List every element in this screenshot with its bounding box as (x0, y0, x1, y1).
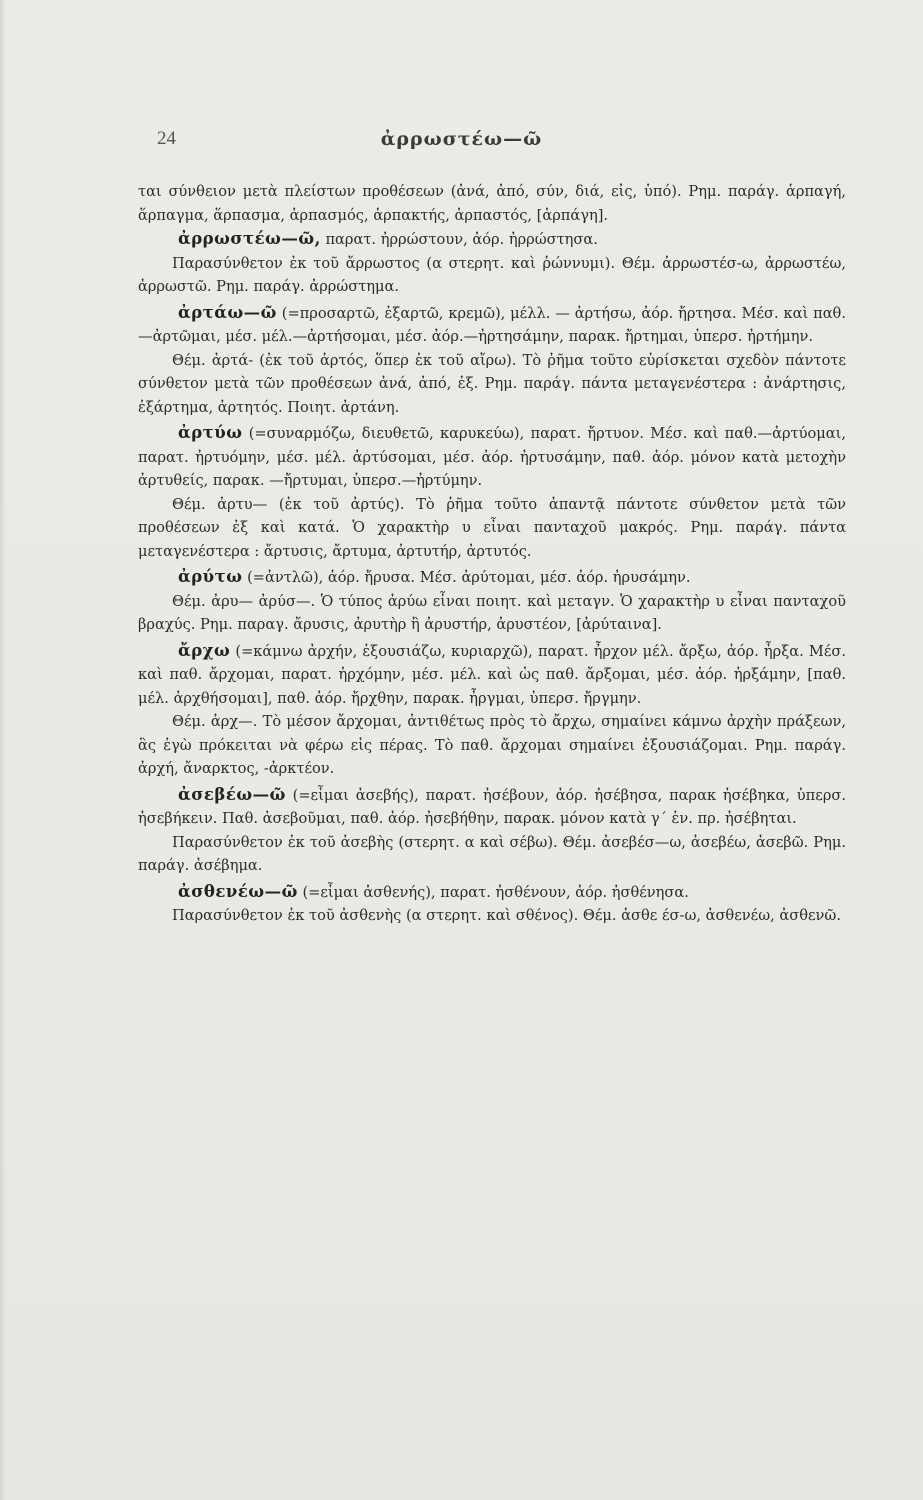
entry-head-text: (=συναρμόζω, διευθετῶ, καρυκεύω), παρατ. ἤρτυον. Μέσ. καὶ παθ.—ἀρτύομαι, παρατ. ἠρτυόμην, μέσ. μέλ. ἀρτύσομαι, μέσ. ἀόρ. ἠρτυσάμην, παθ. ἀόρ. μόνον κατὰ μετοχὴν ἀρτυθείς, παρακ. —ἤρτυμαι, ὑπερσ.—ἠρτύμην. (138, 425, 846, 489)
continuation-paragraph: ται σύνθειον μετὰ πλείστων προθέσεων (ἀνά, ἀπό, σύν, διά, εἰς, ὑπό). Ρημ. παράγ. ἁρπαγή, ἅρπαγμα, ἅρπασμα, ἁρπασμός, ἁρπακτής, ἁρπαστός, [ἁρπάγη]. (138, 183, 846, 224)
entry-lemma: ἀρύτω (178, 567, 243, 586)
entry-lemma: ἄρχω (178, 640, 231, 660)
entry-paragraph: Παρασύνθετον ἐκ τοῦ ἀσθενὴς (α στερητ. καὶ σθένος). Θέμ. ἀσθε έσ-ω, ἀσθενέω, ἀσθενῶ. (172, 907, 841, 924)
page-header (0, 128, 923, 158)
entry-head (138, 565, 846, 590)
entry-lemma: ἀσεβέω—ῶ (178, 784, 286, 804)
page-number: 24 (157, 128, 176, 149)
entry-arrosteo (138, 227, 846, 299)
entry-lemma: ἀρτύω (178, 423, 243, 442)
entry-head (138, 639, 846, 711)
entry-head (138, 880, 846, 905)
entry-head-text: παρατ. ἠρρώστουν, ἀόρ. ἠρρώστησα. (320, 231, 598, 248)
entry-paragraph: Θέμ. ἀρχ—. Τὸ μέσον ἄρχομαι, ἀντιθέτως πρὸς τὸ ἄρχω, σημαίνει κάμνω ἀρχὴν πράξεων, ἃς ἐγὼ πρόκειται νὰ φέρω εἰς πέρας. Τὸ παθ. ἄρχομαι σημαίνει ἐξουσιάζομαι. Ρημ. παράγ. ἀρχή, ἄναρκτος, -ἀρκτέον. (138, 713, 846, 777)
entry-asthenео (138, 880, 846, 928)
entry-archo (138, 639, 846, 781)
entry-head-text: (=προσαρτῶ, ἐξαρτῶ, κρεμῶ), μέλλ. — ἀρτήσω, ἀόρ. ἤρτησα. Μέσ. καὶ παθ. —ἀρτῶμαι, μέσ. μέλ.—ἀρτήσομαι, μέσ. ἀόρ.—ἠρτησάμην, παρακ. ἤρτημαι, ὑπερσ. ἠρτήμην. (138, 304, 846, 345)
entry-lemma: ἀρτάω—ῶ (178, 302, 277, 322)
entry-artao (138, 301, 846, 420)
entry-head (138, 783, 846, 831)
entry-artyo (138, 421, 846, 563)
entry-aryto (138, 565, 846, 637)
running-head: ἀρρωστέω—ῶ (380, 128, 543, 150)
entry-lemma: ἀρρωστέω—ῶ, (178, 229, 321, 248)
entry-asebeo (138, 783, 846, 878)
page-edge-shadow (0, 0, 6, 1500)
entry-paragraph: Παρασύνθετον ἐκ τοῦ ἄρρωστος (α στερητ. καὶ ῥώννυμι). Θέμ. ἀρρωστέσ-ω, ἀρρωστέω, ἀρρωστῶ. Ρημ. παράγ. ἀρρώστημα. (138, 254, 846, 295)
body-text (138, 180, 846, 930)
entry-paragraph: Θέμ. ἀρτά- (ἐκ τοῦ ἀρτός, ὅπερ ἐκ τοῦ αἴρω). Τὸ ῥῆμα τοῦτο εὑρίσκεται σχεδὸν πάντοτε σύνθετον μετὰ τῶν προθέσεων ἀνά, ἀπό, ἐξ. Ρημ. παράγ. πάντα μεταγενέστερα : ἀνάρτησις, ἐξάρτημα, ἀρτητός. Ποιητ. ἀρτάνη. (138, 351, 846, 416)
entry-head-text: (=κάμνω ἀρχήν, ἐξουσιάζω, κυριαρχῶ), παρατ. ἦρχον μέλ. ἄρξω, ἀόρ. ἦρξα. Μέσ. καὶ παθ. ἄρχομαι, παρατ. ἠρχόμην, μέσ. μέλ. καὶ ὡς παθ. ἄρξομαι, μέσ. ἀόρ. ἠρξάμην, [παθ. μέλ. ἀρχθήσομαι], παθ. ἀόρ. ἤρχθην, παρακ. ἦργμαι, ὑπερσ. ἤργμην. (138, 642, 846, 707)
entry-head-text: (=ἀντλῶ), ἀόρ. ἤρυσα. Μέσ. ἀρύτομαι, μέσ. ἀόρ. ἠρυσάμην. (242, 569, 691, 586)
entry-head-text: (=εἶμαι ἀσεβής), παρατ. ἠσέβουν, ἀόρ. ἠσέβησα, παρακ ἠσέβηκα, ὑπερσ. ἠσεβήκειν. Παθ. ἀσεβοῦμαι, παθ. ἀόρ. ἠσεβήθην, παρακ. μόνον κατὰ γ΄ ἑν. πρ. ἠσέβηται. (138, 786, 846, 827)
entry-paragraph: Θέμ. ἀρτυ— (ἐκ τοῦ ἀρτύς). Τὸ ῥῆμα τοῦτο ἀπαντᾷ πάντοτε σύνθετον μετὰ τῶν προθέσεων ἐξ καὶ κατά. Ὁ χαρακτὴρ υ εἶναι πανταχοῦ μακρός. Ρημ. παράγ. πάντα μεταγενέστερα : ἄρτυσις, ἄρτυμα, ἀρτυτήρ, ἀρτυτός. (138, 495, 846, 560)
entry-paragraph: Θέμ. ἀρυ— ἀρύσ—. Ὁ τύπος ἀρύω εἶναι ποιητ. καὶ μεταγν. Ὁ χαρακτὴρ υ εἶναι πανταχοῦ βραχύς. Ρημ. παραγ. ἄρυσις, ἀρυτὴρ ἢ ἀρυστήρ, ἀρυστέον, [ἀρύταινα]. (138, 592, 846, 633)
entry-head (138, 227, 846, 252)
entry-head-text: (=εἶμαι ἀσθενής), παρατ. ἠσθένουν, ἀόρ. ἠσθένησα. (297, 883, 689, 901)
entry-paragraph: Παρασύνθετον ἐκ τοῦ ἀσεβὴς (στερητ. α καὶ σέβω). Θέμ. ἀσεβέσ—ω, ἀσεβέω, ἀσεβῶ. Ρημ. παράγ. ἀσέβημα. (138, 833, 846, 874)
entry-head (138, 301, 846, 349)
entry-head (138, 421, 846, 493)
entry-lemma: ἀσθενέω—ῶ (178, 881, 298, 901)
